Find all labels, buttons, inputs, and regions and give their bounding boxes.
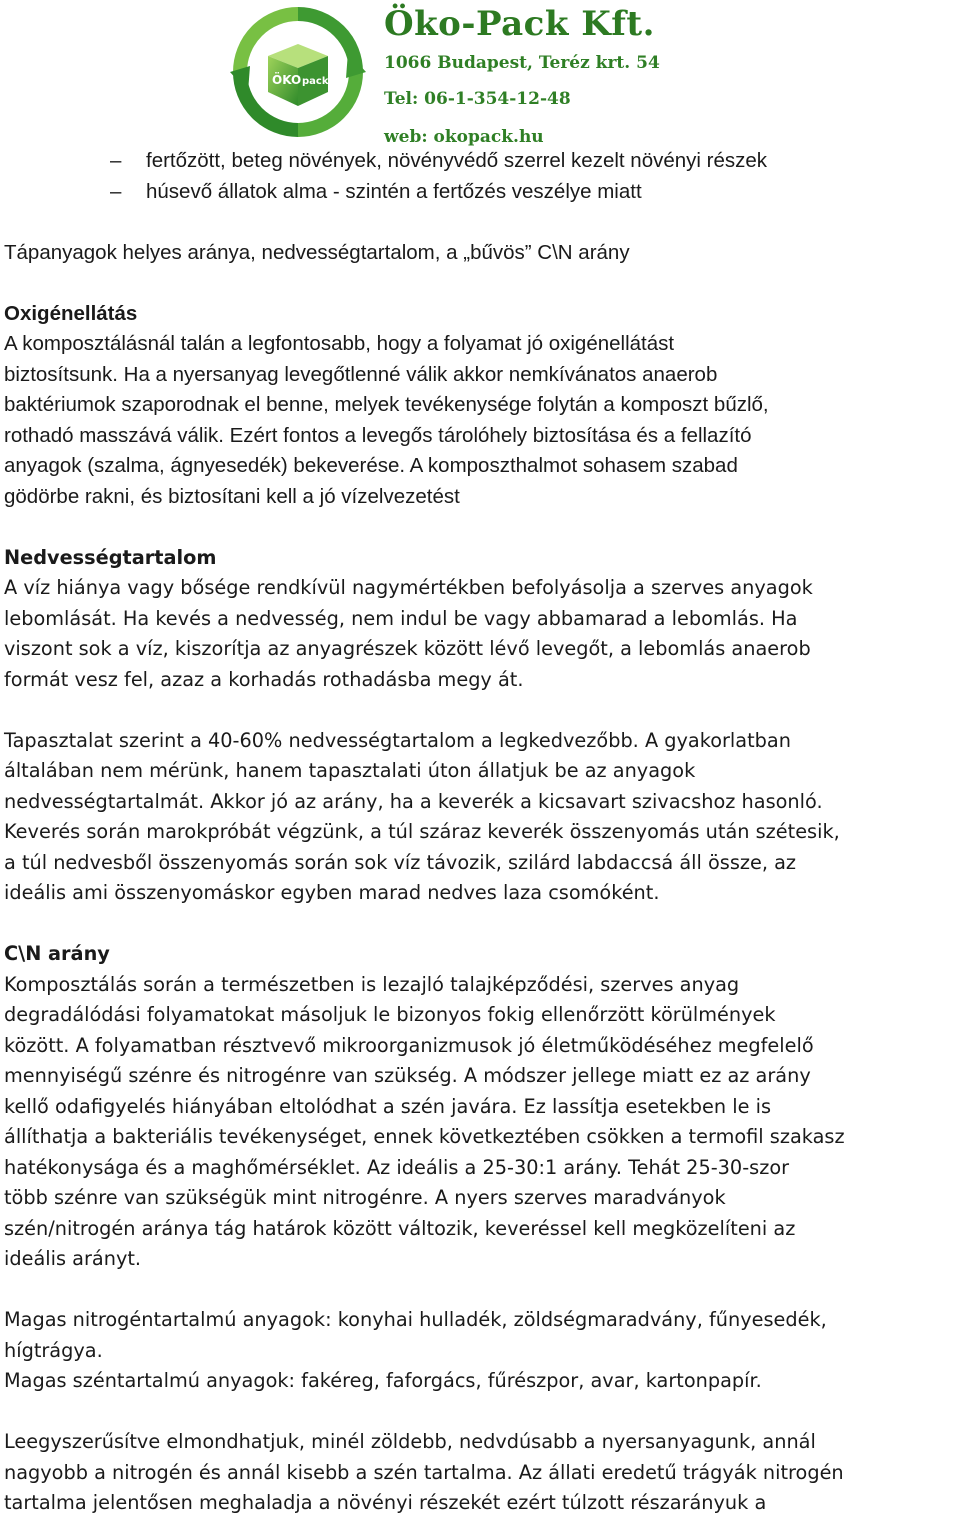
paragraph-line: általában nem mérünk, hanem tapasztalati úton állatjuk be az anyagok — [4, 759, 696, 782]
paragraph-line: biztosítsunk. Ha a nyersanyag levegőtlenné válik akkor nemkívánatos anaerob — [4, 362, 718, 386]
paragraph-line: tartalma jelentősen meghaladja a növényi részekét ezért túlzott részarányuk a — [4, 1491, 767, 1514]
section-heading-cn-ratio: C\N arány — [4, 942, 110, 965]
company-website: web: okopack.hu — [384, 127, 544, 147]
paragraph-line: nagyobb a nitrogén és annál kisebb a szén tartalma. Az állati eredetű trágyák nitrogén — [4, 1460, 844, 1484]
paragraph-line: több szénre van szükségük mint nitrogénre. A nyers szerves maradványok — [4, 1186, 726, 1209]
company-phone: Tel: 06-1-354-12-48 — [384, 89, 571, 109]
nitrogen-materials-line: hígtrágya. — [4, 1338, 103, 1362]
paragraph-line: Keverés során marokpróbát végzünk, a túl száraz keverék összenyomás után szétesik, — [4, 820, 840, 843]
list-item-text: húsevő állatok alma - szintén a fertőzés veszélye miatt — [146, 179, 642, 203]
list-item-text: fertőzött, beteg növények, növényvédő szerrel kezelt növényi részek — [146, 149, 768, 172]
list-item — [4, 146, 958, 177]
section-heading-oxygen: Oxigénellátás — [4, 301, 138, 325]
paragraph-line: lebomlását. Ha kevés a nedvesség, nem indul be vagy abbamarad a lebomlás. Ha — [4, 606, 798, 630]
nitrogen-materials-line: Magas nitrogéntartalmú anyagok: konyhai hulladék, zöldségmaradvány, fűnyesedék, — [4, 1308, 827, 1331]
paragraph-line: gödörbe rakni, és biztosítani kell a jó vízelvezetést — [4, 484, 460, 508]
svg-text:ÖKO: ÖKO — [272, 73, 302, 87]
paragraph-line: állíthatja a bakteriális tevékenységet, ennek következtében csökken a termofil szakasz — [4, 1125, 845, 1148]
dash-bullet-icon: – — [110, 149, 122, 172]
paragraph-line: rothadó masszává válik. Ezért fontos a levegős tárolóhely biztosítása és a fellazító — [4, 423, 752, 447]
intro-line: Tápanyagok helyes aránya, nedvességtartalom, a „bűvös” C\N arány — [4, 240, 630, 264]
paragraph-line: a túl nedvesből összenyomás során sok víz távozik, szilárd labdaccsá áll össze, az — [4, 850, 797, 874]
document-body — [4, 146, 958, 1519]
paragraph-line: ideális ami összenyomáskor egyben marad nedves laza csomóként. — [4, 881, 660, 904]
paragraph-line: között. A folyamatban résztvevő mikroorganizmusok jó életműködéséhez megfelelő — [4, 1033, 814, 1057]
paragraph-line: ideális arányt. — [4, 1247, 142, 1270]
paragraph-line: anyagok (szalma, ágnyesedék) bekeverése. A komposzthalmot sohasem szabad — [4, 454, 738, 477]
svg-text:pack: pack — [302, 76, 329, 87]
dash-bullet-icon: – — [110, 179, 122, 203]
paragraph-line: A víz hiánya vagy bősége rendkívül nagymértékben befolyásolja a szerves anyagok — [4, 576, 813, 599]
paragraph-line: A komposztálásnál talán a legfontosabb, hogy a folyamat jó oxigénellátást — [4, 332, 675, 355]
paragraph-line: formát vesz fel, azaz a korhadás rothadásba megy át. — [4, 667, 524, 691]
letterhead — [0, 0, 960, 147]
paragraph-line: hatékonysága és a maghőmérséklet. Az ideális a 25-30:1 arány. Tehát 25-30-szor — [4, 1155, 790, 1179]
section-heading-moisture: Nedvességtartalom — [4, 545, 217, 569]
list-item — [4, 177, 958, 208]
company-name: Öko-Pack Kft. — [384, 4, 655, 44]
paragraph-line: Komposztálás során a természetben is lezajló talajképződési, szerves anyag — [4, 972, 740, 996]
paragraph-line: Tapasztalat szerint a 40-60% nedvességtartalom a legkedvezőbb. A gyakorlatban — [4, 728, 791, 752]
paragraph-line: Leegyszerűsítve elmondhatjuk, minél zöldebb, nedvdúsabb a nyersanyagunk, annál — [4, 1430, 816, 1453]
paragraph-line: degradálódási folyamatokat másoljuk le bizonyos fokig ellenőrzött körülmények — [4, 1003, 776, 1026]
company-info — [384, 4, 660, 148]
paragraph-line: viszont sok a víz, kiszorítja az anyagrészek között lévő levegőt, a lebomlás anaerob — [4, 637, 811, 660]
paragraph-line: kellő odafigyelés hiányában eltolódhat a szén javára. Ez lassítja esetekben le is — [4, 1094, 772, 1118]
company-address: 1066 Budapest, Teréz krt. 54 — [384, 53, 660, 73]
paragraph-line: szén/nitrogén aránya tág határok között változik, keveréssel kell megközelíteni az — [4, 1216, 796, 1240]
paragraph-line: baktériumok szaporodnak el benne, melyek tevékenysége folytán a komposzt bűzlő, — [4, 393, 769, 416]
recycle-logo-icon — [228, 6, 368, 138]
paragraph-line: nedvességtartalmát. Akkor jó az arány, ha a keverék a kicsavart szivacshoz hasonló. — [4, 789, 823, 813]
paragraph-line: mennyiségű szénre és nitrogénre van szükség. A módszer jellege miatt ez az arány — [4, 1064, 811, 1087]
excluded-materials-list — [4, 146, 958, 207]
carbon-materials-line: Magas széntartalmú anyagok: fakéreg, faforgács, fűrészpor, avar, kartonpapír. — [4, 1369, 762, 1392]
